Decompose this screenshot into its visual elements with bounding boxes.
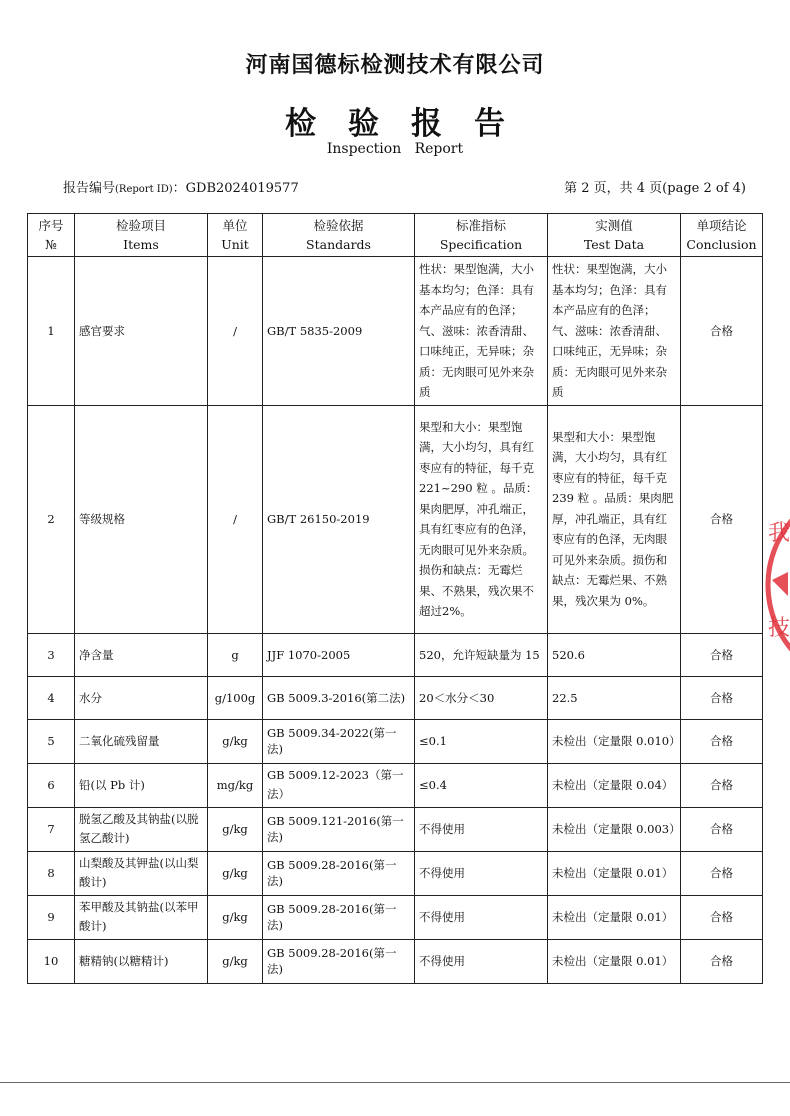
table-row [28,405,763,633]
row-standard: GB 5009.3-2016(第二法) [263,676,415,719]
col-header-standards: 检验依据 Standards [263,214,415,257]
row-no: 5 [28,719,75,763]
table-header-row [28,214,763,257]
row-conclusion: 合格 [681,807,763,851]
row-spec: 20＜水分＜30 [415,676,548,719]
title-char: 验 [348,106,379,142]
row-unit: g/kg [208,719,263,763]
title-char: 报 [411,106,442,142]
row-standard: GB 5009.28-2016(第一法) [263,851,415,895]
title-char: 检 [285,106,316,142]
row-unit: g/kg [208,851,263,895]
row-unit: g/kg [208,895,263,939]
row-item: 脱氢乙酸及其钠盐(以脱氢乙酸计) [75,807,208,851]
table-row [28,807,763,851]
row-item: 感官要求 [75,257,208,406]
table-row [28,763,763,807]
inspection-table [27,213,763,984]
row-no: 9 [28,895,75,939]
table-row [28,939,763,983]
footer-divider [0,1082,790,1083]
row-conclusion: 合格 [681,676,763,719]
company-name: 河南国德标检测技术有限公司 [245,53,545,78]
row-data: 520.6 [548,633,681,676]
row-conclusion: 合格 [681,895,763,939]
row-data: 22.5 [548,676,681,719]
col-header-unit: 单位 Unit [208,214,263,257]
row-standard: GB 5009.12-2023（第一法） [263,763,415,807]
row-item: 二氧化硫残留量 [75,719,208,763]
row-unit: / [208,257,263,406]
row-standard: GB 5009.28-2016(第一法) [263,895,415,939]
row-conclusion: 合格 [681,851,763,895]
row-no: 4 [28,676,75,719]
col-header-conclusion: 单项结论 Conclusion [681,214,763,257]
row-no: 1 [28,257,75,406]
row-spec: ≤0.1 [415,719,548,763]
col-header-test-data: 实测值 Test Data [548,214,681,257]
row-data: 果型和大小：果型饱满，大小均匀，具有红枣应有的特征，每千克 239 粒 。品质：果肉肥厚，冲孔端正，具有红枣应有的色泽，无肉眼可见外来杂质。损伤和缺点：无霉烂果、不熟果，残次果为 0%。 [548,405,681,633]
row-data: 未检出（定量限 0.04） [548,763,681,807]
seal-text-bottom: 技 [768,616,790,641]
row-item: 水分 [75,676,208,719]
row-conclusion: 合格 [681,719,763,763]
row-conclusion: 合格 [681,257,763,406]
row-unit: / [208,405,263,633]
row-conclusion: 合格 [681,405,763,633]
row-item: 糖精钠(以糖精计) [75,939,208,983]
table-row [28,719,763,763]
report-id-label: 报告编号 [63,181,116,196]
row-item: 等级规格 [75,405,208,633]
row-standard: GB/T 26150-2019 [263,405,415,633]
row-item: 铅(以 Pb 计) [75,763,208,807]
row-unit: mg/kg [208,763,263,807]
row-standard: GB 5009.121-2016(第一法) [263,807,415,851]
row-item: 苯甲酸及其钠盐(以苯甲酸计) [75,895,208,939]
col-header-specification: 标准指标 Specification [415,214,548,257]
title-char: 告 [474,106,505,142]
row-spec: 果型和大小：果型饱满，大小均匀，具有红枣应有的特征，每千克 221~290 粒 。品质：果肉肥厚，冲孔端正，具有红枣应有的色泽，无肉眼可见外来杂质。损伤和缺点：无霉烂果、不熟果，残次果不超过2%。 [415,405,548,633]
row-data: 未检出（定量限 0.01） [548,939,681,983]
row-standard: GB/T 5835-2009 [263,257,415,406]
row-no: 3 [28,633,75,676]
row-standard: GB 5009.34-2022(第一法) [263,719,415,763]
row-data: 未检出（定量限 0.01） [548,895,681,939]
row-data: 未检出（定量限 0.01） [548,851,681,895]
report-id-label-en: (Report ID) [115,184,173,195]
row-data: 性状：果型饱满，大小基本均匀；色泽：具有本产品应有的色泽；气、滋味：浓香清甜、口味纯正，无异味；杂质：无肉眼可见外来杂质 [548,257,681,406]
row-spec: ≤0.4 [415,763,548,807]
report-id-value: ：GDB2024019577 [172,181,299,196]
table-row [28,257,763,406]
row-unit: g/kg [208,939,263,983]
row-no: 2 [28,405,75,633]
seal-fragment-icon [758,500,790,670]
row-no: 10 [28,939,75,983]
row-data: 未检出（定量限 0.010） [548,719,681,763]
row-conclusion: 合格 [681,633,763,676]
row-spec: 不得使用 [415,895,548,939]
row-no: 8 [28,851,75,895]
col-header-items: 检验项目 Items [75,214,208,257]
page-title [0,98,790,143]
row-standard: JJF 1070-2005 [263,633,415,676]
row-no: 7 [28,807,75,851]
table-row [28,633,763,676]
row-standard: GB 5009.28-2016(第一法) [263,939,415,983]
row-unit: g/100g [208,676,263,719]
official-seal [758,500,790,670]
row-data: 未检出（定量限 0.003） [548,807,681,851]
table-row [28,851,763,895]
row-spec: 不得使用 [415,939,548,983]
row-unit: g [208,633,263,676]
row-spec: 性状：果型饱满，大小基本均匀；色泽：具有本产品应有的色泽；气、滋味：浓香清甜、口味纯正，无异味；杂质：无肉眼可见外来杂质 [415,257,548,406]
row-unit: g/kg [208,807,263,851]
row-item: 山梨酸及其钾盐(以山梨酸计) [75,851,208,895]
row-no: 6 [28,763,75,807]
page-info: 第 2 页，共 4 页(page 2 of 4) [564,181,746,196]
row-spec: 520，允许短缺量为 15 [415,633,548,676]
col-header-no: 序号 № [28,214,75,257]
table-row [28,676,763,719]
seal-text-top: 我 [768,521,790,546]
row-conclusion: 合格 [681,939,763,983]
row-conclusion: 合格 [681,763,763,807]
row-item: 净含量 [75,633,208,676]
row-spec: 不得使用 [415,807,548,851]
table-row [28,895,763,939]
page-subtitle: Inspection Report [326,141,464,157]
row-spec: 不得使用 [415,851,548,895]
report-id [63,177,299,196]
